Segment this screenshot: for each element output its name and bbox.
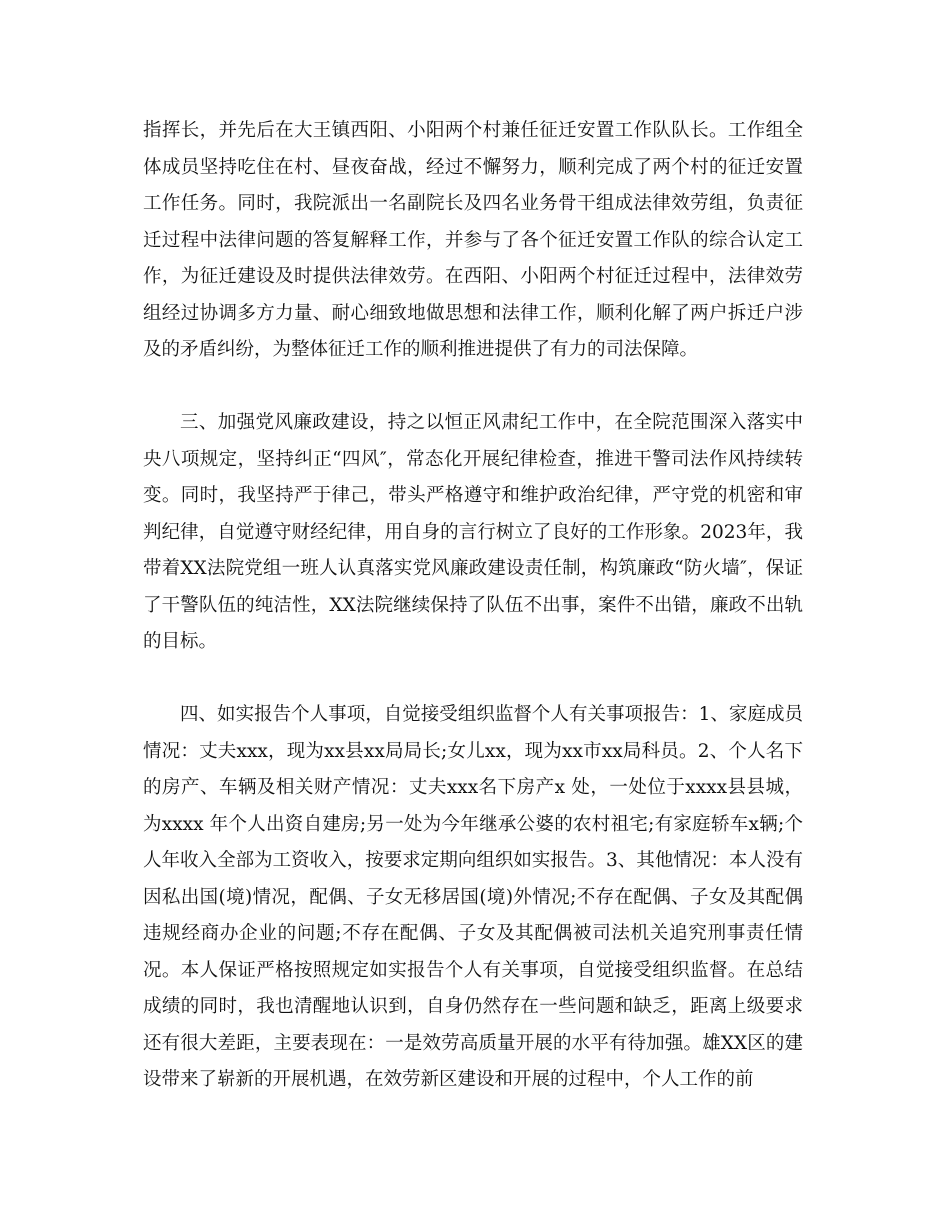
document-page: [143, 113, 803, 1099]
paragraph-section-four: 四、如实报告个人事项，自觉接受组织监督个人有关事项报告：1、家庭成员情况：丈夫xxx，现为xx县xx局局长;女儿xx，现为xx市xx局科员。2、个人名下的房产、车辆及相关财产情况：丈夫xxx名下房产x 处，一处位于xxxx县县城，为xxxx 年个人出资自建房;另一处为今年继承公婆的农村祖宅;有家庭轿车x辆;个人年收入全部为工资收入，按要求定期向组织如实报告。3、其他情况：本人没有因私出国(境)情况，配偶、子女无移居国(境)外情况;不存在配偶、子女及其配偶违规经商办企业的问题;不存在配偶、子女及其配偶被司法机关追究刑事责任情况。本人保证严格按照规定如实报告个人有关事项，自觉接受组织监督。在总结成绩的同时，我也清醒地认识到，自身仍然存在一些问题和缺乏，距离上级要求还有很大差距，主要表现在：一是效劳高质量开展的水平有待加强。雄XX区的建设带来了崭新的开展机遇，在效劳新区建设和开展的过程中，个人工作的前: [143, 704, 803, 1090]
paragraph-section-three: 三、加强党风廉政建设，持之以恒正风肃纪工作中，在全院范围深入落实中央八项规定，坚持纠正“四风″，常态化开展纪律检查，推进干警司法作风持续转变。同时，我坚持严于律己，带头严格遵守和维护政治纪律，严守党的机密和审判纪律，自觉遵守财经纪律，用自身的言行树立了良好的工作形象。2023年，我带着XX法院党组一班人认真落实党风廉政建设责任制，构筑廉政“防火墙″，保证了干警队伍的纯洁性，XX法院继续保持了队伍不出事，案件不出错，廉政不出轨的目标。: [143, 412, 803, 652]
paragraph-continued: 指挥长，并先后在大王镇西阳、小阳两个村兼任征迁安置工作队队长。工作组全体成员坚持吃住在村、昼夜奋战，经过不懈努力，顺利完成了两个村的征迁安置工作任务。同时，我院派出一名副院长及四名业务骨干组成法律效劳组，负责征迁过程中法律问题的答复解释工作，并参与了各个征迁安置工作队的综合认定工作，为征迁建设及时提供法律效劳。在西阳、小阳两个村征迁过程中，法律效劳组经过协调多方力量、耐心细致地做思想和法律工作，顺利化解了两户拆迁户涉及的矛盾纠纷，为整体征迁工作的顺利推进提供了有力的司法保障。: [143, 120, 803, 360]
